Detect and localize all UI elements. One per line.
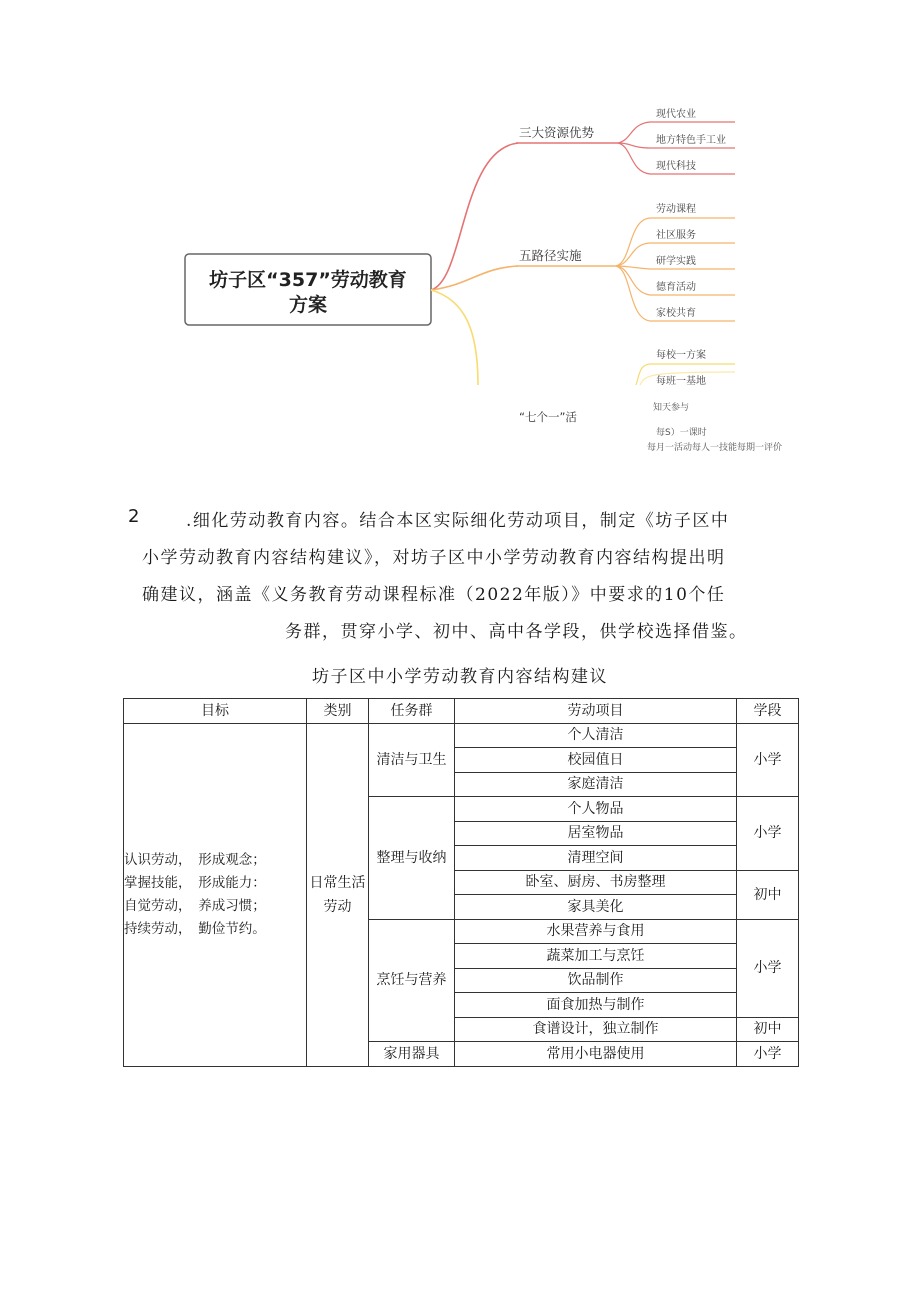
leaf-class-base: 每班一基地 xyxy=(656,376,706,387)
category-cell xyxy=(307,723,369,1066)
labor-item-cell: 卧室、厨房、书房整理 xyxy=(455,870,737,895)
paragraph-line-2: 小学劳动教育内容结构建议》，对坊子区中小学劳动教育内容结构提出明 xyxy=(142,548,726,568)
labor-item-cell: 个人物品 xyxy=(455,797,737,822)
stage-cell: 初中 xyxy=(737,1017,799,1042)
header-task-group: 任务群 xyxy=(369,699,455,724)
stage-cell: 小学 xyxy=(737,723,799,797)
category-line: 劳动 xyxy=(323,898,352,915)
labor-item-cell: 家具美化 xyxy=(455,895,737,920)
header-goal: 目标 xyxy=(124,699,307,724)
goal-line: 自觉劳动， 养成习惯； xyxy=(124,897,266,914)
paragraph-line-1: .细化劳动教育内容。结合本区实际细化劳动项目，制定《坊子区中 xyxy=(186,511,730,531)
table-title: 坊子区中小学劳动教育内容结构建议 xyxy=(312,667,608,687)
labor-item-cell: 饮品制作 xyxy=(455,968,737,993)
paragraph-number: 2 xyxy=(128,506,141,527)
stage-cell: 初中 xyxy=(737,870,799,919)
table-header-row xyxy=(124,699,799,724)
header-category: 类别 xyxy=(307,699,369,724)
header-stage: 学段 xyxy=(737,699,799,724)
labor-item-cell: 面食加热与制作 xyxy=(455,993,737,1018)
task-group-cell: 整理与收纳 xyxy=(369,797,455,920)
labor-item-cell: 常用小电器使用 xyxy=(455,1042,737,1067)
faint-text-3: 每月一活动每人一技能每期一评价 xyxy=(647,443,783,453)
labor-item-cell: 居室物品 xyxy=(455,821,737,846)
branch-label-resources: 三大资源优势 xyxy=(519,125,595,140)
labor-content-table xyxy=(123,698,799,1067)
header-labor-item: 劳动项目 xyxy=(455,699,737,724)
faint-text-2: 每S）一课时 xyxy=(656,428,707,438)
stage-cell: 小学 xyxy=(737,1042,799,1067)
table-body xyxy=(124,723,799,1066)
table-row xyxy=(124,723,799,748)
labor-item-cell: 蔬菜加工与烹饪 xyxy=(455,944,737,969)
goal-line: 掌握技能， 形成能力： xyxy=(124,874,266,891)
leaf-home-school: 家校共育 xyxy=(656,308,696,319)
stage-cell: 小学 xyxy=(737,797,799,871)
stage-cell: 小学 xyxy=(737,919,799,1017)
labor-item-cell: 家庭清洁 xyxy=(455,772,737,797)
leaf-community-service: 社区服务 xyxy=(656,230,696,241)
faint-text-1: 知天参与 xyxy=(653,403,690,413)
goal-cell xyxy=(124,723,307,1066)
goal-line: 持续劳动， 勤俭节约。 xyxy=(124,920,266,937)
labor-item-cell: 个人清洁 xyxy=(455,723,737,748)
task-group-cell: 家用器具 xyxy=(369,1042,455,1067)
leaf-modern-agriculture: 现代农业 xyxy=(656,109,696,120)
mind-map-root-line2: 方案 xyxy=(288,294,328,316)
leaf-modern-technology: 现代科技 xyxy=(656,161,696,172)
task-group-cell: 烹饪与营养 xyxy=(369,919,455,1042)
mind-map xyxy=(0,0,920,470)
leaf-study-practice: 研学实践 xyxy=(656,256,696,267)
branch-label-paths: 五路径实施 xyxy=(519,248,582,263)
labor-item-cell: 水果营养与食用 xyxy=(455,919,737,944)
paragraph-line-3: 确建议，涵盖《义务教育劳动课程标准（2022年版）》中要求的10个任 xyxy=(142,585,726,605)
goal-line: 认识劳动， 形成观念； xyxy=(124,851,266,868)
leaf-local-handicraft: 地方特色手工业 xyxy=(656,135,726,146)
labor-item-cell: 清理空间 xyxy=(455,846,737,871)
labor-item-cell: 校园值日 xyxy=(455,748,737,773)
leaf-school-plan: 每校一方案 xyxy=(656,350,706,361)
leaf-labor-course: 劳动课程 xyxy=(656,204,696,215)
leaf-moral-activity: 德育活动 xyxy=(656,282,696,293)
paragraph-line-4: 务群，贯穿小学、初中、高中各学段，供学校选择借鉴。 xyxy=(285,622,748,642)
task-group-cell: 清洁与卫生 xyxy=(369,723,455,797)
mind-map-root-line1: 坊子区“357”劳动教育 xyxy=(209,269,407,291)
labor-item-cell: 食谱设计，独立制作 xyxy=(455,1017,737,1042)
connector-branch-3 xyxy=(431,290,478,385)
branch-label-seven: “七个一”活 xyxy=(519,410,577,424)
category-line: 日常生活 xyxy=(309,874,366,891)
